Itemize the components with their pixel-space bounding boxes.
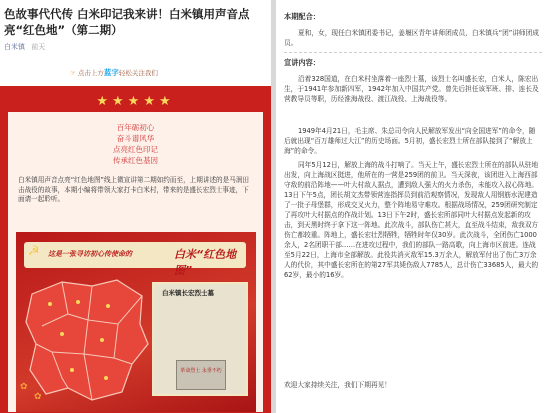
map-banner-left: 这是一张寻访初心传使命的 xyxy=(48,250,132,258)
red-banner xyxy=(0,86,271,413)
flower-icon: ✿ xyxy=(20,382,28,392)
map-banner xyxy=(24,242,246,277)
follow-suffix: 轻松关注我们 xyxy=(118,69,158,77)
content-paragraph-3: 同年5月12日，解放上海的战斗打响了。当天上午，盛长宏烈士所在的部队从驻地出发，向上海战区挺进，他所在的一营是259团的前卫。当天深夜，该团进入上海西部守敌的前沿阵地——叶大村敌人据点，遭到敌人强大的火力杀伤，未能攻入叔心阵地。13日下午5点，团长胡文杰带领营连指挥员到前沿观察情况，发现敌人用钢筋水泥建造了一批子母堡群，形成交叉火力，整个阵地易守难攻。根据战场情况，259团研究制定了再攻叶大村据点的作战计划。13日下午2时，盛长宏所部同叶大村据点发起新的攻击，到天黑时终于拿下这一阵地。此次战斗，部队伤亡甚大，直至战斗结束，敌我双方伤亡都较重。阵地上，盛长宏壮烈牺牲，牺牲时年仅30岁。此次战斗，全团伤亡1000余人，2名团职干部……在进攻过程中，我们的部队一路高歌，向上海市区前进。连战至5月22日，上海市全部解放。此役共消灭敌军15.3万余人，解放军付出了伤亡3万余人的代价，其中盛长宏所在的第27军共毙伤敌人7785人，总计伤亡33685人，最大的62岁，最小的16岁。 xyxy=(284,161,539,279)
closing-text: 欢迎大家持续关注，我们下期再见！ xyxy=(284,381,391,389)
follow-prefix: 点击上方 xyxy=(77,69,104,77)
hand-pointer-icon: ☞ xyxy=(70,69,76,77)
follow-blue-text: 蓝字 xyxy=(103,68,119,77)
slogan-line: 奋斗谱风华 xyxy=(116,134,155,143)
township-map-icon xyxy=(22,274,152,406)
section-heading-speaker: 本期配合： xyxy=(284,12,320,21)
slogan-line: 点亮红色印记 xyxy=(113,145,158,154)
intro-text-2: 润田击战役的故事，本期小编将带领大家打卡白米村，带来的是盛长宏烈士事迹，下面请一起聆听。 xyxy=(18,176,250,203)
content-panel xyxy=(8,112,263,412)
monument-caption: 白米镇长宏烈士墓 xyxy=(162,289,214,297)
monument-inscription: 革命烈士 永垂不朽 xyxy=(180,368,222,374)
article-title: 色故事代代传 白米印记我来讲！白米镇用声音点亮“红色地”（第二期） xyxy=(4,7,250,37)
publish-time: 前天 xyxy=(31,43,46,51)
slogan-block xyxy=(8,122,263,166)
slogan-line: 传承红色基因 xyxy=(113,156,158,165)
section-heading-content: 宣讲内容： xyxy=(284,58,320,67)
tombstone xyxy=(176,360,226,390)
script-panel xyxy=(276,0,550,413)
map-banner-right: 白米“红色地图” xyxy=(174,248,237,277)
flower-icon: ✿ xyxy=(34,392,42,402)
speaker-bio: 夏和，女，现任白米镇团委书记，姜堰区青年讲师团成员，白米镇兵“团”讲师团成员。 xyxy=(284,29,539,47)
content-paragraph-2: 1949年4月21日，毛主席、朱总司令向人民解放军发出“向全国进军”的命令，随后就出现“百万雄师过大江”的历史场面。5月初，盛长宏烈士所在部队接到了“解放上海”的命令。 xyxy=(284,127,536,155)
article-meta xyxy=(4,42,45,52)
follow-prompt[interactable] xyxy=(70,67,158,78)
account-link[interactable]: 白米镇 xyxy=(4,43,25,51)
dashed-divider xyxy=(284,52,542,53)
monument-photo xyxy=(152,282,248,396)
intro-text-1: 白米镇用声音点亮“红色地图”线上微宣讲第二期如约而至，上期讲述的是马 xyxy=(18,176,236,184)
slogan-line: 百年砺初心 xyxy=(116,123,155,132)
red-map-image xyxy=(16,232,256,412)
article-panel xyxy=(0,0,271,413)
content-paragraph-1: 沿着328国道，在白米村坐落着一座烈士墓，该烈士名叫盛长宏，白米人，陈宏出生，于1941年参加新四军，1942年加入中国共产党。曾先后担任该军班、排、连长及营教导员等职，历经淮海战役、渡江战役、上海战役等。 xyxy=(284,75,539,103)
intro-paragraph xyxy=(18,176,254,205)
party-emblem-icon: ☭ xyxy=(28,244,40,259)
star-row-icon: ★★★★★ xyxy=(96,94,175,109)
